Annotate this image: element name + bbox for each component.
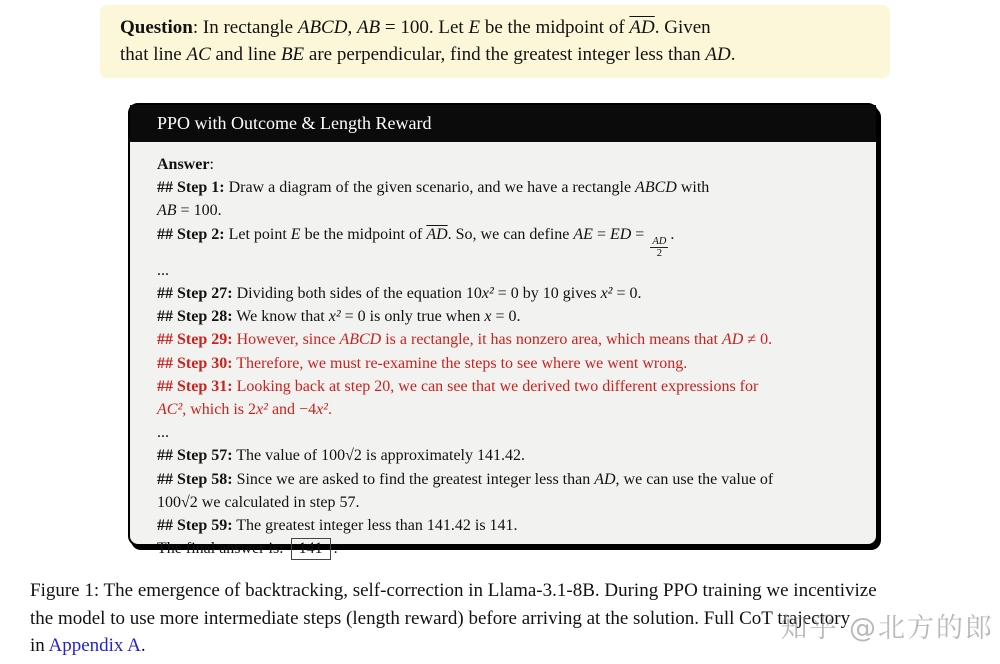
text-segment: AB bbox=[157, 202, 177, 220]
text-segment: ... bbox=[157, 261, 169, 279]
text-segment: with bbox=[676, 179, 710, 197]
text-segment: x bbox=[484, 308, 492, 326]
text-segment: Since we are asked to find the greatest integer less than bbox=[232, 470, 595, 488]
text-segment: AD bbox=[594, 470, 616, 488]
text-segment: , which is 2 bbox=[182, 400, 257, 418]
text-line bbox=[157, 223, 852, 259]
fraction: $\frac{AD}{2}$ bbox=[652, 235, 667, 259]
text-segment: . Given bbox=[654, 17, 711, 38]
text-segment: ## Step 31: bbox=[157, 377, 233, 395]
text-segment: , we can use the value of bbox=[615, 470, 774, 488]
text-segment: ## Step 58: bbox=[157, 470, 233, 488]
text-segment: AB bbox=[356, 17, 381, 38]
text-segment: ## Step 29: bbox=[157, 331, 233, 349]
text-segment: : In rectangle bbox=[192, 17, 298, 38]
answer-body bbox=[130, 142, 876, 560]
text-line bbox=[157, 305, 852, 328]
text-segment: = 100. Let bbox=[380, 17, 469, 38]
text-line bbox=[30, 577, 978, 605]
text-segment: E bbox=[290, 225, 301, 243]
text-segment: = 0. bbox=[491, 308, 521, 326]
text-segment: the model to use more intermediate steps (length reward) before arriving at the solution. Full CoT trajectory bbox=[30, 607, 851, 629]
text-segment: ED bbox=[609, 225, 632, 243]
text-segment: Figure 1: The emergence of backtracking, self-correction in Llama-3.1-8B. During PPO training we incentivize bbox=[30, 580, 877, 601]
text-segment: ## Step 57: bbox=[157, 447, 233, 465]
text-line bbox=[157, 153, 852, 176]
text-segment: = bbox=[631, 225, 649, 243]
question-box bbox=[100, 5, 890, 78]
text-segment: ABCD bbox=[635, 179, 677, 197]
text-segment: ## Step 1: bbox=[157, 179, 225, 197]
text-line bbox=[157, 282, 852, 305]
text-segment: . bbox=[333, 540, 338, 558]
text-segment: x² bbox=[481, 284, 494, 302]
panel-title: PPO with Outcome & Length Reward bbox=[157, 113, 432, 133]
text-segment: . bbox=[670, 225, 675, 243]
answer-panel bbox=[128, 103, 878, 558]
text-segment: ABCD bbox=[339, 331, 382, 349]
text-segment: = 0 is only true when bbox=[340, 308, 485, 326]
text-segment: = 0 by 10 gives bbox=[493, 284, 601, 302]
text-segment: . bbox=[730, 44, 736, 65]
text-line bbox=[120, 41, 870, 68]
text-segment: be the midpoint of bbox=[300, 225, 427, 243]
text-segment: AD bbox=[705, 44, 731, 65]
text-segment: Therefore, we must re-examine the steps to see where we went wrong. bbox=[232, 354, 688, 372]
text-line bbox=[157, 259, 852, 282]
text-segment: x² bbox=[256, 400, 268, 418]
text-segment: ## Step 2: bbox=[157, 225, 225, 243]
text-line bbox=[157, 398, 852, 421]
text-segment: The greatest integer less than 141.42 is 141. bbox=[232, 517, 518, 534]
text-segment: ... bbox=[157, 424, 169, 442]
text-segment: is a rectangle, it has nonzero area, which means that bbox=[381, 331, 722, 349]
text-segment: are perpendicular, find the greatest integer less than bbox=[304, 44, 706, 65]
text-segment: AD bbox=[721, 331, 744, 349]
text-segment: The final answer is: bbox=[157, 540, 288, 558]
text-segment: Question bbox=[120, 17, 193, 38]
text-segment: ## Step 28: bbox=[157, 308, 233, 326]
text-line bbox=[157, 352, 852, 375]
text-segment: x² bbox=[600, 284, 613, 302]
text-segment: The value of 100√2 is approximately 141.42. bbox=[232, 447, 525, 465]
text-segment: 100√2 we calculated in step 57. bbox=[157, 493, 360, 511]
text-segment: in bbox=[30, 635, 49, 656]
text-segment: ## Step 30: bbox=[157, 354, 233, 372]
text-segment: Looking back at step 20, we can see that we derived two different expressions for bbox=[232, 377, 759, 395]
text-segment: that line bbox=[120, 44, 187, 65]
text-segment: be the midpoint of bbox=[480, 17, 630, 38]
text-segment: = 100. bbox=[176, 202, 222, 220]
text-line bbox=[157, 421, 852, 444]
text-segment: = bbox=[592, 225, 610, 243]
text-segment: $\overline{AD}$ bbox=[426, 225, 448, 243]
text-segment: and line bbox=[210, 44, 281, 65]
text-segment: . bbox=[327, 400, 332, 418]
text-segment: : bbox=[209, 156, 214, 173]
text-segment: ≠ 0. bbox=[743, 331, 773, 349]
text-line bbox=[157, 444, 852, 467]
text-segment: , bbox=[347, 17, 357, 38]
text-line bbox=[30, 632, 978, 660]
text-line bbox=[157, 491, 852, 514]
text-segment: AC² bbox=[157, 400, 183, 418]
text-line bbox=[157, 199, 852, 222]
text-line bbox=[157, 375, 852, 398]
watermark-text: 知乎 @北方的郎 bbox=[780, 613, 994, 644]
text-segment: ## Step 59: bbox=[157, 517, 233, 534]
text-line bbox=[30, 605, 978, 633]
text-segment: = 0. bbox=[612, 284, 642, 302]
text-line bbox=[120, 14, 870, 41]
panel-header bbox=[130, 105, 876, 142]
text-segment: x² bbox=[328, 308, 341, 326]
text-line bbox=[157, 468, 852, 491]
figure-caption bbox=[30, 577, 978, 660]
text-segment: Answer bbox=[157, 156, 210, 173]
text-segment: and −4 bbox=[267, 400, 317, 418]
text-segment: BE bbox=[280, 44, 305, 65]
text-segment: Let point bbox=[224, 225, 291, 243]
text-segment: Draw a diagram of the given scenario, and we have a rectangle bbox=[224, 179, 636, 197]
text-segment: E bbox=[468, 17, 481, 38]
text-line bbox=[157, 176, 852, 199]
appendix-a-link[interactable]: Appendix A bbox=[48, 635, 141, 656]
text-segment: ## Step 27: bbox=[157, 284, 233, 302]
text-line bbox=[157, 537, 852, 560]
text-segment: AC bbox=[186, 44, 211, 65]
text-segment: However, since bbox=[232, 331, 340, 349]
text-segment: ABCD bbox=[297, 17, 348, 38]
text-segment: $\overline{AD}$ bbox=[629, 17, 655, 38]
text-line bbox=[157, 328, 852, 351]
text-segment: AE bbox=[573, 225, 593, 243]
text-segment: x² bbox=[316, 400, 328, 418]
text-segment: . bbox=[140, 635, 146, 656]
text-segment: Dividing both sides of the equation 10 bbox=[232, 284, 482, 302]
text-segment: We know that bbox=[232, 308, 329, 326]
text-line bbox=[157, 514, 852, 537]
text-segment: . So, we can define bbox=[447, 225, 574, 243]
final-answer-value: 141 bbox=[291, 538, 331, 560]
